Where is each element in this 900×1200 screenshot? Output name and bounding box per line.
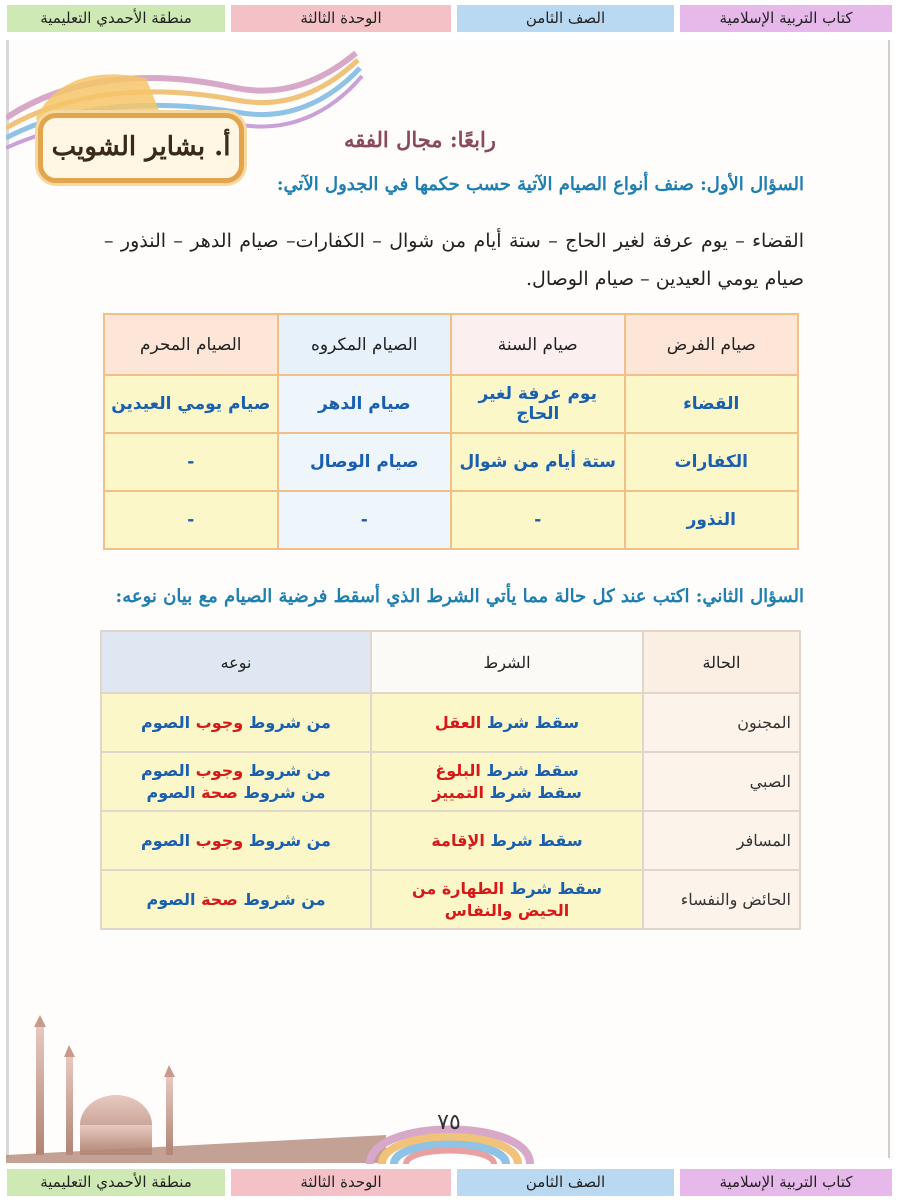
header-grade-tag: الصف الثامن: [457, 5, 674, 32]
header-book-tag: كتاب التربية الإسلامية: [680, 5, 892, 32]
header-condition: الشرط: [371, 631, 643, 693]
header-type: نوعه: [101, 631, 371, 693]
cell-line: [378, 760, 636, 782]
table-cell: يوم عرفة لغير الحاج: [451, 375, 625, 433]
table-row: [104, 375, 798, 433]
cell-line: [378, 878, 636, 900]
cell-line: [378, 900, 636, 922]
cell-line: [108, 760, 364, 782]
table-row: [101, 811, 800, 870]
header-region-tag: منطقة الأحمدي التعليمية: [7, 5, 225, 32]
header-forbidden: الصيام المحرم: [104, 314, 278, 375]
header-state: الحالة: [643, 631, 800, 693]
question2-heading: السؤال الثاني: اكتب عند كل حالة مما يأتي الشرط الذي أسقط فرضية الصيام مع بيان نوعه:: [115, 586, 804, 607]
table-cell: -: [104, 433, 278, 491]
cell-segment: الصوم: [141, 760, 196, 780]
footer-unit-tag: الوحدة الثالثة: [231, 1169, 451, 1196]
cell-line: [108, 782, 364, 804]
table-row: [104, 433, 798, 491]
table-cell: -: [451, 491, 625, 549]
table-cell: -: [278, 491, 452, 549]
section-title: رابعًا: مجال الفقه: [344, 127, 496, 152]
type-cell: [101, 811, 371, 870]
cell-segment: من شروط: [237, 889, 326, 909]
cell-segment: التمييز: [432, 782, 484, 802]
condition-cell: [371, 811, 643, 870]
cell-segment: العقل: [434, 712, 482, 732]
cell-line: [108, 830, 364, 852]
cell-segment: وجوب: [195, 830, 244, 850]
cell-segment: الإقامة: [431, 830, 485, 850]
cell-line: [108, 889, 364, 911]
table-cell: صيام الدهر: [278, 375, 452, 433]
header-obligatory: صيام الفرض: [625, 314, 799, 375]
table-cell: ستة أيام من شوال: [451, 433, 625, 491]
author-badge: أ. بشاير الشويب: [38, 113, 244, 183]
cell-line: [378, 782, 636, 804]
table-cell: صيام يومي العيدين: [104, 375, 278, 433]
page-number: ٧٥: [437, 1110, 461, 1135]
state-cell: المسافر: [643, 811, 800, 870]
table-row: [101, 693, 800, 752]
cell-segment: سقط شرط: [504, 878, 602, 898]
condition-cell: [371, 693, 643, 752]
table-cell: الكفارات: [625, 433, 799, 491]
cell-segment: وجوب: [195, 760, 244, 780]
footer-grade-tag: الصف الثامن: [457, 1169, 674, 1196]
table-header-row: [101, 631, 800, 693]
cell-segment: الصوم: [146, 782, 202, 802]
table-cell: القضاء: [625, 375, 799, 433]
table-row: [101, 870, 800, 929]
cell-line: [378, 830, 636, 852]
cell-segment: من شروط: [243, 830, 331, 850]
cell-segment: الطهارة من: [411, 878, 505, 898]
state-cell: المجنون: [643, 693, 800, 752]
table-row: [101, 752, 800, 811]
cell-segment: البلوغ: [435, 760, 481, 780]
type-cell: [101, 752, 371, 811]
type-cell: [101, 693, 371, 752]
cell-segment: من شروط: [237, 782, 326, 802]
header-band: [0, 0, 900, 36]
table-row: [104, 491, 798, 549]
cell-segment: سقط شرط: [484, 830, 583, 850]
header-unit-tag: الوحدة الثالثة: [231, 5, 451, 32]
cell-segment: الحيض والنفاس: [444, 900, 570, 920]
cell-segment: صحة: [201, 782, 238, 802]
page-edge-line: [888, 40, 890, 1158]
cell-line: [378, 712, 636, 734]
cell-segment: صحة: [201, 889, 238, 909]
type-cell: [101, 870, 371, 929]
header-disliked: الصيام المكروه: [278, 314, 452, 375]
state-cell: الحائض والنفساء: [643, 870, 800, 929]
footer-band: [0, 1164, 900, 1200]
header-sunnah: صيام السنة: [451, 314, 625, 375]
footer-region-tag: منطقة الأحمدي التعليمية: [7, 1169, 225, 1196]
cell-segment: الصوم: [146, 889, 202, 909]
condition-cell: [371, 752, 643, 811]
conditions-table-body: [101, 693, 800, 929]
fasting-types-table: [103, 313, 799, 550]
cell-segment: سقط شرط: [481, 712, 580, 732]
table-header-row: [104, 314, 798, 375]
table-cell: -: [104, 491, 278, 549]
question1-heading: السؤال الأول: صنف أنواع الصيام الآتية حسب حكمها في الجدول الآتي:: [276, 174, 804, 195]
cell-segment: من شروط: [243, 760, 331, 780]
conditions-table: [100, 630, 801, 930]
mosque-silhouette-icon: [6, 1015, 386, 1163]
cell-segment: وجوب: [195, 712, 244, 732]
table-cell: النذور: [625, 491, 799, 549]
question1-paragraph: القضاء – يوم عرفة لغير الحاج – ستة أيام من شوال – الكفارات– صيام الدهر – النذور – صيام يومي العيدين – صيام الوصال.: [104, 230, 804, 290]
condition-cell: [371, 870, 643, 929]
table-cell: صيام الوصال: [278, 433, 452, 491]
cell-segment: سقط شرط: [483, 782, 582, 802]
footer-book-tag: كتاب التربية الإسلامية: [680, 1169, 892, 1196]
cell-line: [108, 712, 364, 734]
state-cell: الصبي: [643, 752, 800, 811]
cell-segment: من شروط: [243, 712, 331, 732]
cell-segment: سقط شرط: [480, 760, 579, 780]
cell-segment: الصوم: [141, 712, 196, 732]
cell-segment: الصوم: [141, 830, 196, 850]
